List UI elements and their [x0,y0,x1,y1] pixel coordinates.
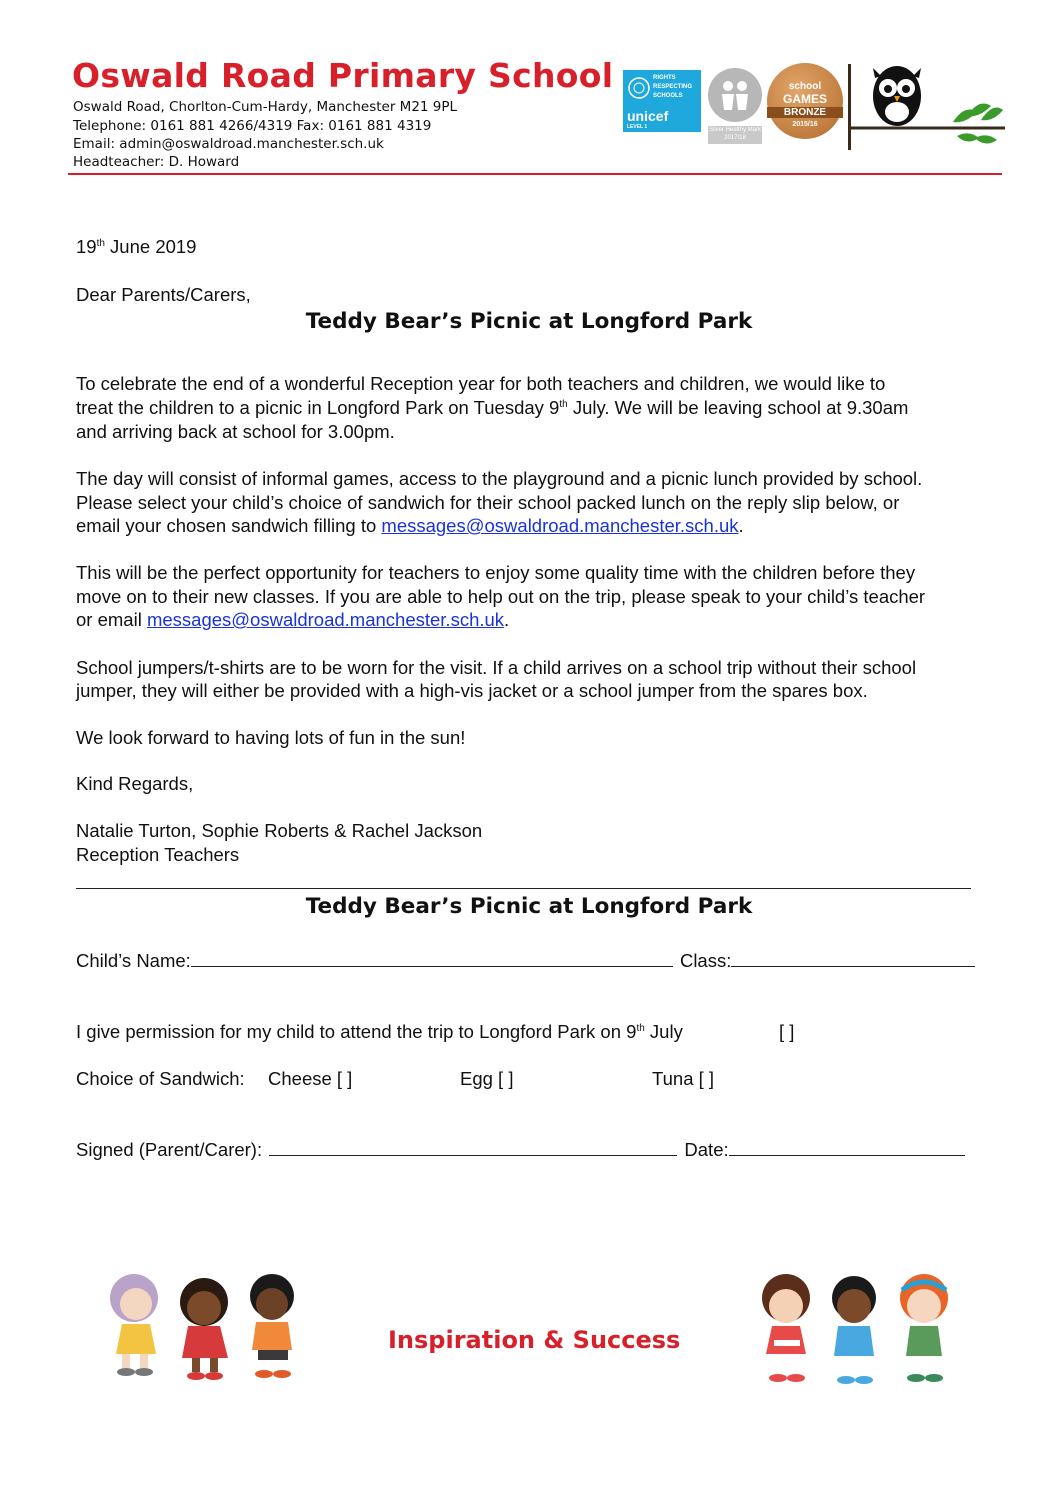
bronze-label: BRONZE [767,107,843,118]
paragraph-2-line-2: Please select your child’s choice of sandwich for their school packed lunch on the reply slip below, or [76,492,900,513]
children-illustration-right-icon [748,1268,964,1388]
signatory-role: Reception Teachers [76,844,240,865]
greeting: Dear Parents/Carers, [76,284,251,305]
school-telephone: Telephone: 0161 881 4266/4319 Fax: 0161 881 4319 [73,118,432,134]
letter-title: Teddy Bear’s Picnic at Longford Park [305,309,753,334]
bronze-games: GAMES [782,92,827,106]
school-slogan: Inspiration & Success [388,1326,681,1354]
healthy-schools-badge [708,68,762,122]
school-name: Oswald Road Primary School [72,56,614,95]
paragraph-1-line-3: and arriving back at school for 3.00pm. [76,421,395,442]
class-label: Class: [679,950,732,971]
header-divider [68,173,1002,175]
reply-slip-title: Teddy Bear’s Picnic at Longford Park [305,894,753,919]
permission-checkbox[interactable]: [ ] [779,1021,795,1042]
signatories: Natalie Turton, Sophie Roberts & Rachel Jackson [76,820,483,841]
paragraph-1-line-1: To celebrate the end of a wonderful Reception year for both teachers and children, we would like to [76,373,886,394]
unicef-wordmark: unicef [627,108,669,124]
tuna-option[interactable]: Tuna [ ] [652,1068,715,1089]
paragraph-4-line-1: School jumpers/t-shirts are to be worn for the visit. If a child arrives on a school trip without their school [76,657,917,678]
paragraph-3-line-3: or email messages@oswaldroad.manchester.sch.uk. [76,609,510,630]
rrs-emblem-icon [628,74,650,102]
paragraph-4-line-2: jumper, they will either be provided with a high-vis jacket or a school jumper from the spares box. [76,680,868,701]
signature-field[interactable] [269,1141,677,1156]
class-field[interactable] [731,952,975,967]
cheese-option[interactable]: Cheese [ ] [268,1068,353,1089]
healthy-schools-caption: Silver Healthy Mark 2017/18 [708,126,762,144]
owl-logo-icon [845,60,1005,155]
paragraph-3-line-2: move on to their new classes. If you are able to help out on the trip, please speak to your child’s teacher [76,586,926,607]
headteacher: Headteacher: D. Howard [73,154,240,170]
paragraph-3-line-1: This will be the perfect opportunity for teachers to enjoy some quality time with the children before they [76,562,916,583]
email-link[interactable]: messages@oswaldroad.manchester.sch.uk [146,609,505,630]
signoff: Kind Regards, [76,773,194,794]
child-name-row [76,949,975,973]
children-illustration-left-icon [96,1268,312,1384]
signed-label: Signed (Parent/Carer): [76,1139,263,1160]
cut-line [76,888,971,889]
school-address: Oswald Road, Chorlton-Cum-Hardy, Manchester M21 9PL [73,99,458,115]
child-name-label: Child’s Name: [76,950,191,971]
paragraph-1-line-2: treat the children to a picnic in Longford Park on Tuesday 9th July. We will be leaving school at 9.30am [76,397,909,418]
permission-row: I give permission for my child to attend the trip to Longford Park on 9th July [76,1021,683,1042]
signature-row [76,1138,965,1162]
date-field[interactable] [729,1141,965,1156]
sandwich-label: Choice of Sandwich: [76,1068,245,1089]
egg-option[interactable]: Egg [ ] [460,1068,514,1089]
child-name-field[interactable] [191,952,673,967]
email-link[interactable]: messages@oswaldroad.manchester.sch.uk [381,515,739,536]
rrs-level: LEVEL 1 [627,124,648,130]
letter-date: 19th June 2019 [76,236,197,257]
date-label: Date: [684,1139,729,1160]
rights-respecting-schools-badge [623,70,701,132]
bronze-year: 2015/16 [792,121,818,128]
bronze-school: school [788,81,822,92]
paragraph-2-line-3: email your chosen sandwich filling to messages@oswaldroad.manchester.sch.uk. [76,515,744,536]
children-silhouette-icon [708,68,762,122]
school-games-bronze-badge [767,63,843,139]
school-email: Email: admin@oswaldroad.manchester.sch.uk [73,136,384,152]
paragraph-5: We look forward to having lots of fun in the sun! [76,727,466,748]
paragraph-2-line-1: The day will consist of informal games, access to the playground and a picnic lunch provided by school. [76,468,923,489]
rrs-text: RIGHTS RESPECTING SCHOOLS [653,75,693,99]
